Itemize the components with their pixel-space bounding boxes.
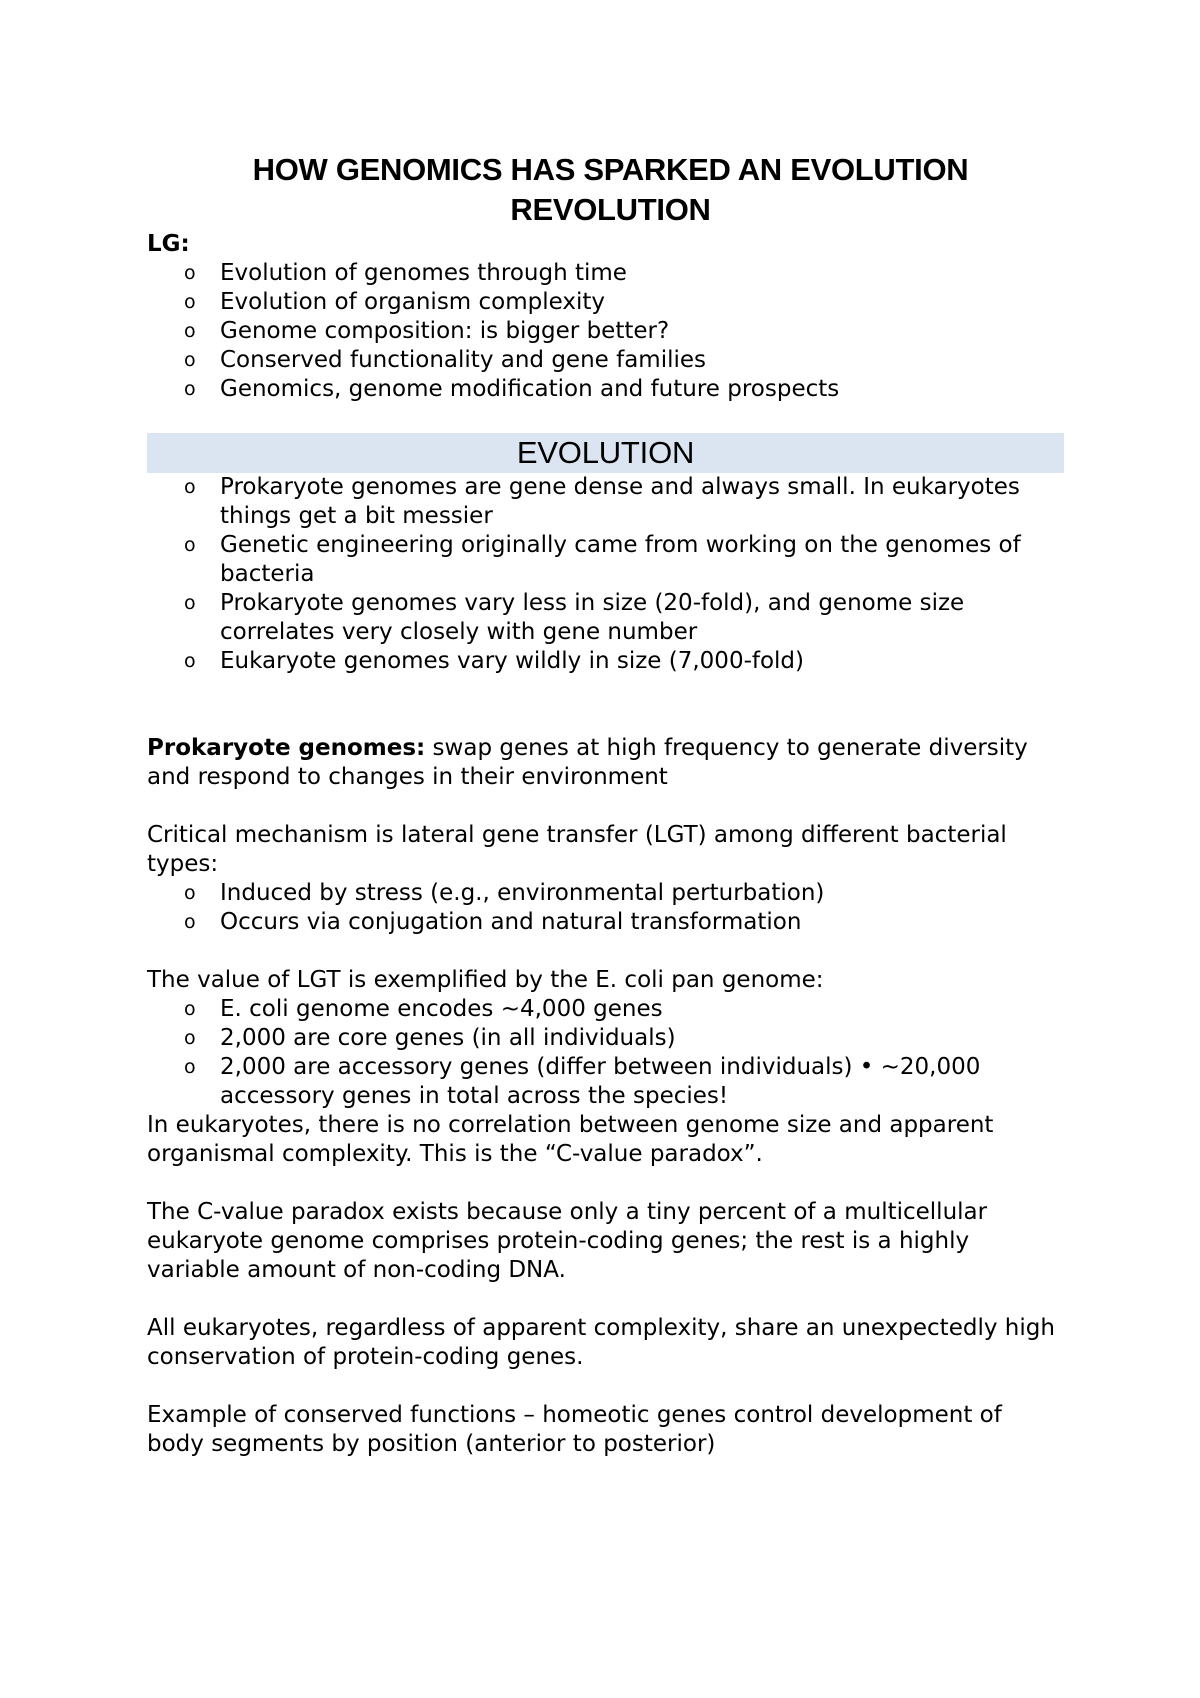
list-item: o Evolution of genomes through time	[184, 260, 627, 286]
list-item: o Prokaryote genomes are gene dense and always small. In eukaryotes things get a bit messier	[184, 474, 1020, 529]
circle-bullet-icon: o	[184, 378, 196, 400]
list-item: o Evolution of organism complexity	[184, 289, 606, 315]
circle-bullet-icon: o	[184, 320, 196, 342]
learning-goals-label: LG:	[147, 231, 190, 257]
circle-bullet-icon: o	[184, 592, 196, 614]
pan-genome-intro: The value of LGT is exemplified by the E. coli pan genome:	[147, 967, 824, 993]
circle-bullet-icon: o	[184, 349, 196, 371]
c-value-paragraph: In eukaryotes, there is no correlation between genome size and apparent organismal complexity. This is the “C-value paradox”.	[147, 1112, 994, 1167]
list-item: o Eukaryote genomes vary wildly in size (7,000-fold)	[184, 648, 805, 674]
spacer	[147, 792, 1064, 821]
evolution-list	[147, 473, 1064, 676]
prokaryote-lead: Prokaryote genomes:	[147, 735, 426, 761]
list-item: o Conserved functionality and gene families	[184, 347, 707, 373]
lgt-intro: Critical mechanism is lateral gene transfer (LGT) among different bacterial types:	[147, 822, 1007, 877]
document-page	[147, 150, 1064, 1459]
document-title: HOW GENOMICS HAS SPARKED AN EVOLUTION REVOLUTION	[252, 152, 969, 227]
spacer	[147, 937, 1064, 966]
spacer	[147, 1372, 1064, 1401]
pan-genome-list	[147, 995, 1064, 1111]
list-item: o Genetic engineering originally came from working on the genomes of bacteria	[184, 532, 1021, 587]
evolution-section-heading: EVOLUTION	[147, 433, 1064, 473]
list-item: o 2,000 are accessory genes (differ between individuals) • ~20,000 accessory genes in total across the species!	[184, 1054, 981, 1109]
spacer	[147, 676, 1064, 734]
circle-bullet-icon: o	[184, 650, 196, 672]
prokaryote-paragraph	[147, 734, 1064, 792]
circle-bullet-icon: o	[184, 1056, 196, 1078]
lgt-list	[147, 879, 1064, 937]
c-value-reason-paragraph: The C-value paradox exists because only a tiny percent of a multicellular eukaryote genome comprises protein-coding genes; the rest is a highly variable amount of non-coding DNA.	[147, 1199, 988, 1283]
list-item: o E. coli genome encodes ~4,000 genes	[184, 996, 663, 1022]
circle-bullet-icon: o	[184, 998, 196, 1020]
circle-bullet-icon: o	[184, 476, 196, 498]
circle-bullet-icon: o	[184, 882, 196, 904]
prokaryote-text: swap genes at high frequency to generate diversity and respond to changes in their environment	[147, 735, 1028, 790]
homeotic-paragraph: Example of conserved functions – homeotic genes control development of body segments by position (anterior to posterior)	[147, 1402, 1002, 1457]
list-item: o 2,000 are core genes (in all individuals)	[184, 1025, 676, 1051]
spacer	[147, 1169, 1064, 1198]
list-item: o Induced by stress (e.g., environmental perturbation)	[184, 880, 825, 906]
conservation-paragraph: All eukaryotes, regardless of apparent complexity, share an unexpectedly high conservation of protein-coding genes.	[147, 1315, 1055, 1370]
circle-bullet-icon: o	[184, 291, 196, 313]
learning-goals-list	[147, 259, 1064, 404]
list-item: o Genomics, genome modification and future prospects	[184, 376, 840, 402]
list-item: o Occurs via conjugation and natural transformation	[184, 909, 802, 935]
spacer	[147, 1285, 1064, 1314]
circle-bullet-icon: o	[184, 534, 196, 556]
circle-bullet-icon: o	[184, 911, 196, 933]
circle-bullet-icon: o	[184, 1027, 196, 1049]
circle-bullet-icon: o	[184, 262, 196, 284]
list-item: o Prokaryote genomes vary less in size (20-fold), and genome size correlates very closely with gene number	[184, 590, 965, 645]
list-item: o Genome composition: is bigger better?	[184, 318, 670, 344]
